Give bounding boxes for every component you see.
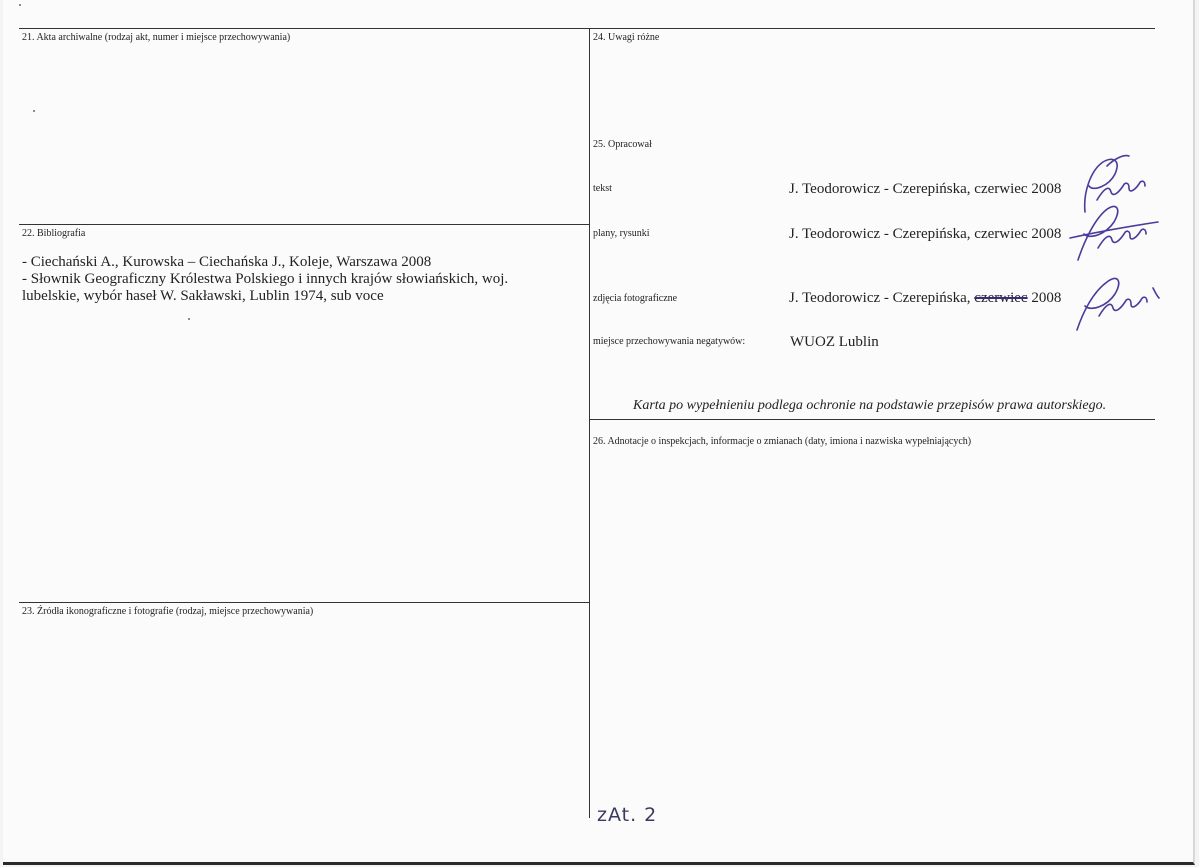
divider-21-22 — [19, 224, 589, 225]
bibliography-line-3: lubelskie, wybór haseł W. Sakławski, Lublin 1974, sub voce — [22, 288, 384, 304]
photos-value-prefix: J. Teodorowicz - Czerepińska, — [789, 290, 975, 306]
record-card — [3, 0, 1195, 865]
bibliography-line-2: - Słownik Geograficzny Królestwa Polskiego i innych krajów słowiańskich, woj. — [22, 271, 509, 287]
section-26-label: 26. Adnotacje o inspekcjach, informacje o zmianach (daty, imiona i nazwiska wypełniających) — [593, 436, 972, 447]
row-label-plans: plany, rysunki — [593, 228, 650, 239]
section-23-label: 23. Źródła ikonograficzne i fotografie (rodzaj, miejsce przechowywania) — [22, 606, 314, 617]
row-value-text: J. Teodorowicz - Czerepińska, czerwiec 2008 — [789, 181, 1062, 197]
speck — [188, 318, 190, 320]
section-25-label: 25. Opracował — [593, 139, 652, 150]
signature-plans — [1058, 198, 1168, 268]
section-24-label: 24. Uwagi różne — [593, 32, 660, 43]
divider-22-23 — [19, 602, 589, 603]
speck — [19, 4, 21, 6]
copyright-notice: Karta po wypełnieniu podlega ochronie na podstawie przepisów prawa autorskiego. — [633, 398, 1107, 413]
photos-value-suffix: 2008 — [1027, 290, 1062, 306]
divider-25-26 — [589, 419, 1155, 420]
row-label-text: tekst — [593, 183, 612, 194]
row-value-plans: J. Teodorowicz - Czerepińska, czerwiec 2008 — [789, 226, 1062, 242]
section-21-label: 21. Akta archiwalne (rodzaj akt, numer i miejsce przechowywania) — [22, 32, 291, 43]
center-divider — [589, 28, 590, 818]
photos-value-struck: czerwiec — [974, 290, 1028, 306]
handwritten-note: zAt. 2 — [597, 804, 658, 826]
row-label-photos: zdjęcia fotograficzne — [593, 293, 678, 304]
section-22-label: 22. Bibliografia — [22, 228, 86, 239]
negatives-value: WUOZ Lublin — [790, 334, 879, 350]
row-value-photos — [789, 290, 1061, 307]
negatives-label: miejsce przechowywania negatywów: — [593, 336, 746, 347]
top-rule — [19, 28, 1155, 29]
signature-photos — [1061, 268, 1171, 338]
bibliography-line-1: - Ciechański A., Kurowska – Ciechańska J., Koleje, Warszawa 2008 — [22, 254, 432, 270]
speck — [33, 110, 35, 112]
